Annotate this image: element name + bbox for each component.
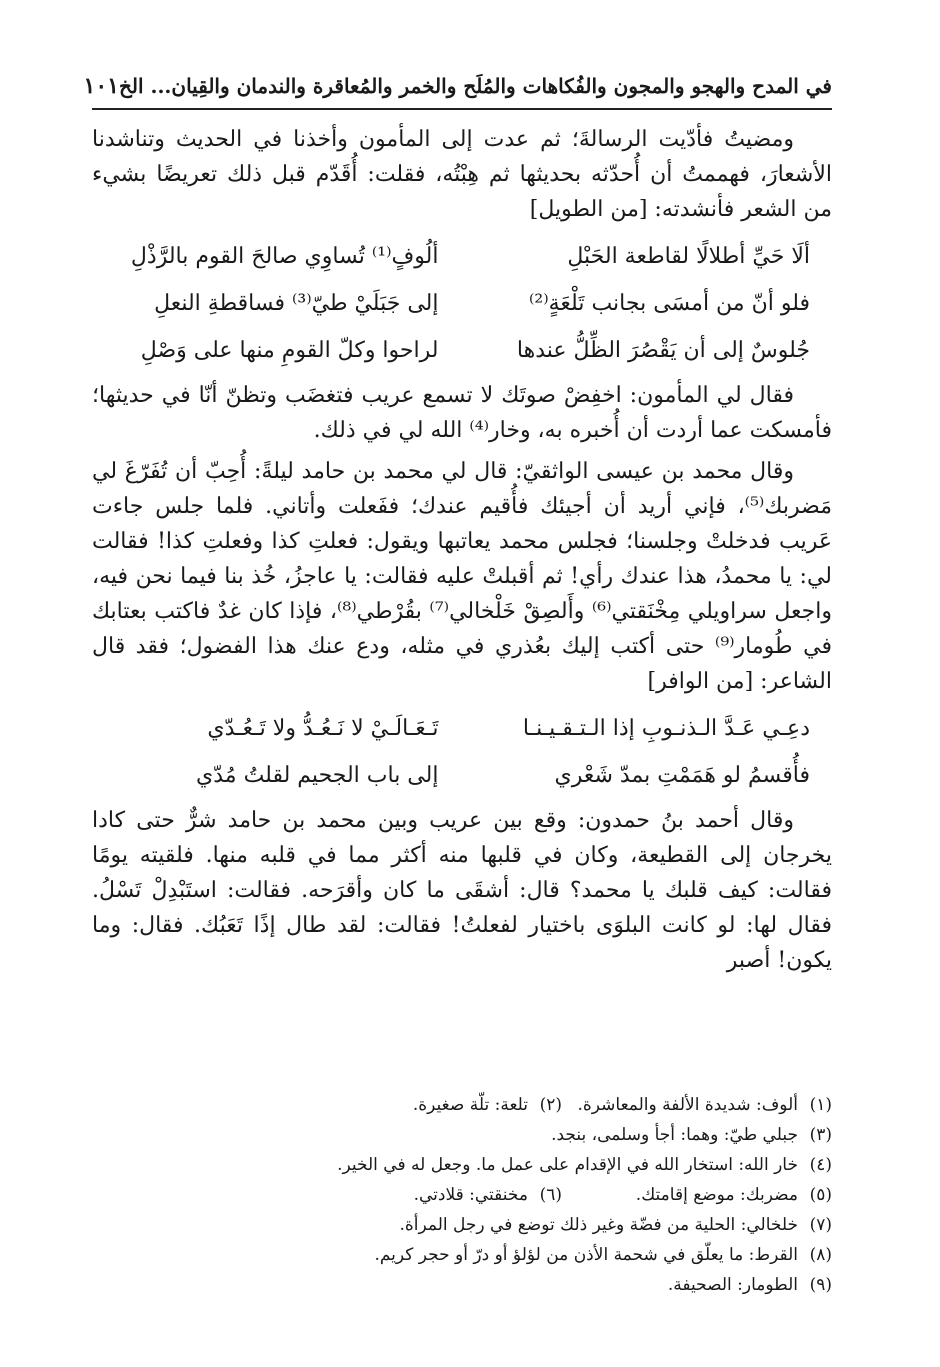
footnote-text: خلخالي: الحلية من فضّة وغير ذلك توضع في رجل المرأة. — [399, 1215, 798, 1235]
verse-first-hemistich: جُلوسٌ إلى أن يَقْصُرَ الظِّلُّ عندها — [516, 338, 810, 363]
footnote-number: (٤) — [809, 1155, 832, 1175]
verse-line — [122, 327, 810, 374]
paragraph-1: ومضيتُ فأدّيت الرسالةَ؛ ثم عدت إلى المأمون وأخذنا في الحديث وتناشدنا الأشعارَ، فهممتُ أن أُحدّثه بحديثها ثم هِبْتُه، فقلت: أُقَدّم قبل ذلك تعريضًا بشيء من الشعر فأنشدته: [من الطويل] — [92, 127, 832, 222]
verse-line — [122, 280, 810, 327]
page-number: ١٠١ — [83, 73, 119, 99]
main-text — [92, 122, 832, 978]
verse-second-hemistich: لراحوا وكلّ القومِ منها على وَصْلِ — [140, 338, 439, 363]
verse-second-hemistich: ألُوفٍ⁽¹⁾ تُساوِي صالحَ القوم بالرَّذْلِ — [130, 244, 439, 269]
verse-second-hemistich: إلى باب الجحيم لقلتُ مُدّي — [196, 763, 439, 788]
verse-second-hemistich: إلى جَبَلَيْ طيّ⁽³⁾ فساقطةِ النعلِ — [154, 291, 439, 316]
footnote — [562, 1090, 832, 1120]
running-header — [83, 66, 832, 106]
footnote-text: خار الله: استخار الله في الإقدام على عمل ما. وجعل له في الخير. — [337, 1155, 798, 1175]
footnote — [562, 1180, 832, 1210]
footnote-number: (١) — [809, 1095, 832, 1115]
header-rule — [92, 108, 832, 110]
poem-2 — [92, 705, 832, 799]
footnote-number: (٥) — [809, 1185, 832, 1205]
footnote-number: (٣) — [809, 1125, 832, 1145]
verse-second-hemistich: تَـعَـالَـيْ لا نَـعُـدُّ ولا تَـعُـدّي — [207, 716, 439, 741]
footnote-text: القرط: ما يعلّق في شحمة الأذن من لؤلؤ أو درّ أو حجر كريم. — [374, 1245, 798, 1265]
verse-first-hemistich: دعِـي عَـدَّ الـذنـوبِ إذا الـتـقـيـنـا — [522, 716, 810, 741]
footnotes — [92, 1090, 832, 1300]
verse-line — [122, 752, 810, 799]
footnote-text: ألوف: شديدة الألفة والمعاشرة. — [577, 1095, 798, 1115]
footnote-text: تلعة: تلّة صغيرة. — [412, 1095, 528, 1115]
paragraph-2: فقال لي المأمون: اخفِضْ صوتَك لا تسمع عريب فتغضَب وتظنّ أنّا في حديثها؛ فأمسكت عما أردت أن أُخبره به، وخار⁽⁴⁾ الله لي في ذلك. — [92, 383, 832, 443]
footnote-row — [92, 1180, 832, 1210]
footnote — [92, 1270, 832, 1300]
footnote-text: مخنقتي: قلادتي. — [413, 1185, 528, 1205]
verse-line — [122, 705, 810, 752]
footnote — [292, 1180, 562, 1210]
footnote — [92, 1240, 832, 1270]
footnote-text: جبلي طيّ: وهما: أجأ وسلمى، بنجد. — [551, 1125, 798, 1145]
footnote-number: (٧) — [809, 1215, 832, 1235]
verse-first-hemistich: ألَا حَيِّ أطلالًا لقاطعة الحَبْلِ — [567, 244, 810, 269]
footnote-number: (٩) — [809, 1275, 832, 1295]
running-title: في المدح والهجو والمجون والفُكاهات والمُلَح والخمر والمُعاقرة والندمان والقِيان... الخ — [118, 74, 832, 98]
footnote — [92, 1150, 832, 1180]
footnote-text: الطومار: الصحيفة. — [667, 1275, 798, 1295]
poem-1 — [92, 233, 832, 374]
paragraph-3: وقال محمد بن عيسى الواثقيّ: قال لي محمد بن حامد ليلةً: أُحِبّ أن تُفَرّغَ لي مَضربك⁽⁵⁾، فإني أريد أن أجيئك فأُقيم عندك؛ ففَعلت وأتاني. فلما جلس جاءت عَريب فدخلتْ وجلسنا؛ فجلس محمد يعاتبها ويقول: فعلتِ كذا وفعلتِ كذا! فقالت لي: يا محمدُ، هذا عندك رأي! ثم أقبلتْ عليه فقالت: يا عاجزُ، خُذ بنا فيما نحن فيه، واجعل سراويلي مِخْنَقتي⁽⁶⁾ وأَلصِقْ خَلْخالي⁽⁷⁾ بقُرْطي⁽⁸⁾، فإذا كان غدٌ فاكتب بعتابك في طُومار⁽⁹⁾ حتى أكتب إليك بعُذري في مثله، ودع عنك هذا الفضول؛ فقد قال الشاعر: [من الوافر] — [92, 459, 832, 694]
footnote-row — [92, 1090, 832, 1120]
footnote-number: (٢) — [539, 1095, 562, 1115]
footnote — [292, 1090, 562, 1120]
paragraph-4: وقال أحمد بنُ حمدون: وقع بين عريب وبين محمد بن حامد شرٌّ حتى كادا يخرجان إلى القطيعة، وكان في قلبها منه أكثر مما في قلبه منها. فلقيته يومًا فقالت: كيف قلبك يا محمد؟ قال: أشقَى ما كان وأقرَحه. فقالت: استَبْدِلْ تَسْلُ. فقال لها: لو كانت البلوَى باختيار لفعلتُ! فقالت: لقد طال إذًا تَعَبُك. فقال: وما يكون! أصبر — [92, 808, 832, 973]
verse-first-hemistich: فأُقسمُ لو هَمَمْتِ بمدّ شَعْري — [554, 763, 810, 788]
verse-first-hemistich: فلو أنّ من أمسَى بجانب تَلْعَةٍ⁽²⁾ — [529, 291, 810, 316]
footnote — [92, 1210, 832, 1240]
footnote-text: مضربك: موضع إقامتك. — [635, 1185, 798, 1205]
footnote-number: (٨) — [809, 1245, 832, 1265]
footnote — [92, 1120, 832, 1150]
footnote-number: (٦) — [539, 1185, 562, 1205]
verse-line — [122, 233, 810, 280]
